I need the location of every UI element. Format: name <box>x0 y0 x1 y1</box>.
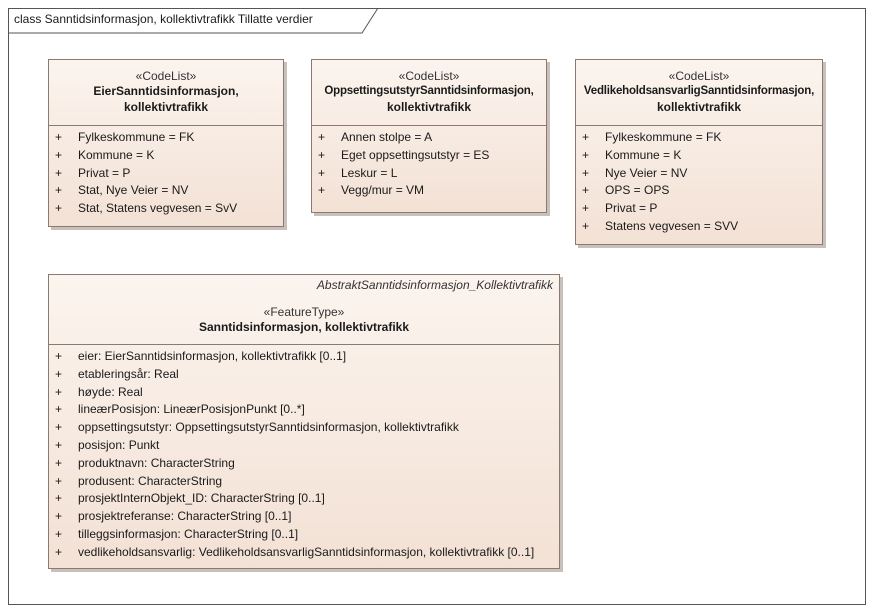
parent-class-label: AbstraktSanntidsinformasjon_Kollektivtrafikk <box>316 278 553 292</box>
attribute-text: Leskur = L <box>341 165 398 180</box>
attribute-list <box>49 345 559 563</box>
attribute-text: vedlikeholdsansvarlig: VedlikeholdsansvarligSanntidsinformasjon, kollektivtrafikk [0..1] <box>78 544 535 559</box>
visibility-marker: + <box>55 201 63 216</box>
attribute-text: produktnavn: CharacterString <box>78 455 235 470</box>
visibility-marker: + <box>55 349 63 363</box>
class-name-line2: kollektivtrafikk <box>123 100 209 114</box>
attribute-text: Fylkeskommune = FK <box>78 130 195 144</box>
attribute-row <box>312 166 546 184</box>
attribute-text: Kommune = K <box>78 147 155 162</box>
attribute-text: Eget oppsettingsutstyr = ES <box>341 147 490 162</box>
class-header <box>576 60 822 126</box>
attribute-row <box>576 148 822 166</box>
visibility-marker: + <box>582 147 590 162</box>
visibility-marker: + <box>582 130 590 144</box>
attribute-row <box>49 148 283 166</box>
visibility-marker: + <box>55 473 63 488</box>
attribute-text: Stat, Nye Veier = NV <box>78 183 189 198</box>
attribute-text: oppsettingsutstyr: OppsettingsutstyrSanntidsinformasjon, kollektivtrafikk <box>78 420 459 435</box>
visibility-marker: + <box>582 165 590 180</box>
featuretype-sanntidsinformasjon[interactable] <box>48 274 560 569</box>
class-name-line1: VedlikeholdsansvarligSanntidsinformasjon, <box>583 85 815 97</box>
attribute-text: tilleggsinformasjon: CharacterString [0..1] <box>78 526 299 541</box>
visibility-marker: + <box>318 183 326 198</box>
attribute-text: eier: EierSanntidsinformasjon, kollektivtrafikk [0..1] <box>78 349 347 363</box>
visibility-marker: + <box>55 183 63 198</box>
visibility-marker: + <box>55 455 63 470</box>
attribute-row <box>49 385 559 403</box>
attribute-text: prosjektreferanse: CharacterString [0..1] <box>78 509 292 524</box>
attribute-row <box>49 201 283 219</box>
visibility-marker: + <box>55 437 63 452</box>
attribute-text: Fylkeskommune = FK <box>605 130 722 144</box>
attribute-text: Privat = P <box>78 165 131 180</box>
attribute-text: etableringsår: Real <box>78 366 179 381</box>
attribute-row <box>49 491 559 509</box>
visibility-marker: + <box>55 544 63 559</box>
attribute-row <box>49 166 283 184</box>
attribute-row <box>49 545 559 563</box>
attribute-text: høyde: Real <box>78 384 143 399</box>
stereotype-label: «CodeList» <box>135 69 197 83</box>
codelist-vedlikeholdsansvarlig[interactable] <box>575 59 823 245</box>
attribute-row <box>576 201 822 219</box>
attribute-text: Kommune = K <box>605 147 682 162</box>
attribute-row <box>49 509 559 527</box>
visibility-marker: + <box>582 201 590 216</box>
attribute-row <box>49 130 283 148</box>
visibility-marker: + <box>55 402 63 417</box>
attribute-text: Nye Veier = NV <box>605 165 688 180</box>
attribute-row <box>49 456 559 474</box>
visibility-marker: + <box>55 420 63 435</box>
attribute-row <box>49 527 559 545</box>
attribute-row <box>576 166 822 184</box>
visibility-marker: + <box>318 130 326 144</box>
attribute-row <box>49 474 559 492</box>
attribute-text: produsent: CharacterString <box>78 473 223 488</box>
class-header <box>312 60 546 126</box>
attribute-text: Statens vegvesen = SVV <box>605 218 739 233</box>
visibility-marker: + <box>55 384 63 399</box>
class-name-line1: OppsettingsutstyrSanntidsinformasjon, <box>324 85 534 97</box>
visibility-marker: + <box>55 366 63 381</box>
attribute-text: posisjon: Punkt <box>78 437 160 452</box>
visibility-marker: + <box>55 526 63 541</box>
visibility-marker: + <box>318 165 326 180</box>
attribute-list <box>49 126 283 219</box>
attribute-row <box>49 438 559 456</box>
class-name: Sanntidsinformasjon, kollektivtrafikk <box>198 320 410 334</box>
attribute-row <box>312 130 546 148</box>
class-name-line2: kollektivtrafikk <box>386 100 472 114</box>
frame-title: class Sanntidsinformasjon, kollektivtrafikk Tillatte verdier <box>14 12 313 26</box>
class-name-line2: kollektivtrafikk <box>656 100 742 114</box>
stereotype-label: «FeatureType» <box>263 305 345 319</box>
attribute-row <box>312 183 546 201</box>
stereotype-label: «CodeList» <box>398 69 460 83</box>
attribute-text: lineærPosisjon: LineærPosisjonPunkt [0..*] <box>78 402 305 417</box>
attribute-text: Privat = P <box>605 201 658 216</box>
attribute-row <box>576 219 822 237</box>
visibility-marker: + <box>55 509 63 524</box>
class-header <box>49 60 283 126</box>
attribute-row <box>49 420 559 438</box>
visibility-marker: + <box>55 147 63 162</box>
stereotype-label: «CodeList» <box>668 69 730 83</box>
attribute-list <box>312 126 546 201</box>
codelist-oppsettingsutstyr[interactable] <box>311 59 547 213</box>
visibility-marker: + <box>582 183 590 198</box>
attribute-row <box>576 183 822 201</box>
attribute-text: OPS = OPS <box>605 183 670 198</box>
visibility-marker: + <box>55 491 63 506</box>
attribute-row <box>312 148 546 166</box>
attribute-text: Stat, Statens vegvesen = SvV <box>78 201 238 216</box>
attribute-text: Vegg/mur = VM <box>341 183 425 198</box>
codelist-eier[interactable] <box>48 59 284 227</box>
attribute-list <box>576 126 822 237</box>
class-header <box>49 275 559 345</box>
attribute-row <box>49 367 559 385</box>
visibility-marker: + <box>55 130 63 144</box>
visibility-marker: + <box>318 147 326 162</box>
attribute-row <box>49 402 559 420</box>
attribute-row <box>576 130 822 148</box>
attribute-row <box>49 183 283 201</box>
attribute-row <box>49 349 559 367</box>
visibility-marker: + <box>582 218 590 233</box>
class-name-line1: EierSanntidsinformasjon, <box>93 84 239 98</box>
attribute-text: prosjektInternObjekt_ID: CharacterString [0..1] <box>78 491 325 506</box>
attribute-text: Annen stolpe = A <box>341 130 433 144</box>
visibility-marker: + <box>55 165 63 180</box>
